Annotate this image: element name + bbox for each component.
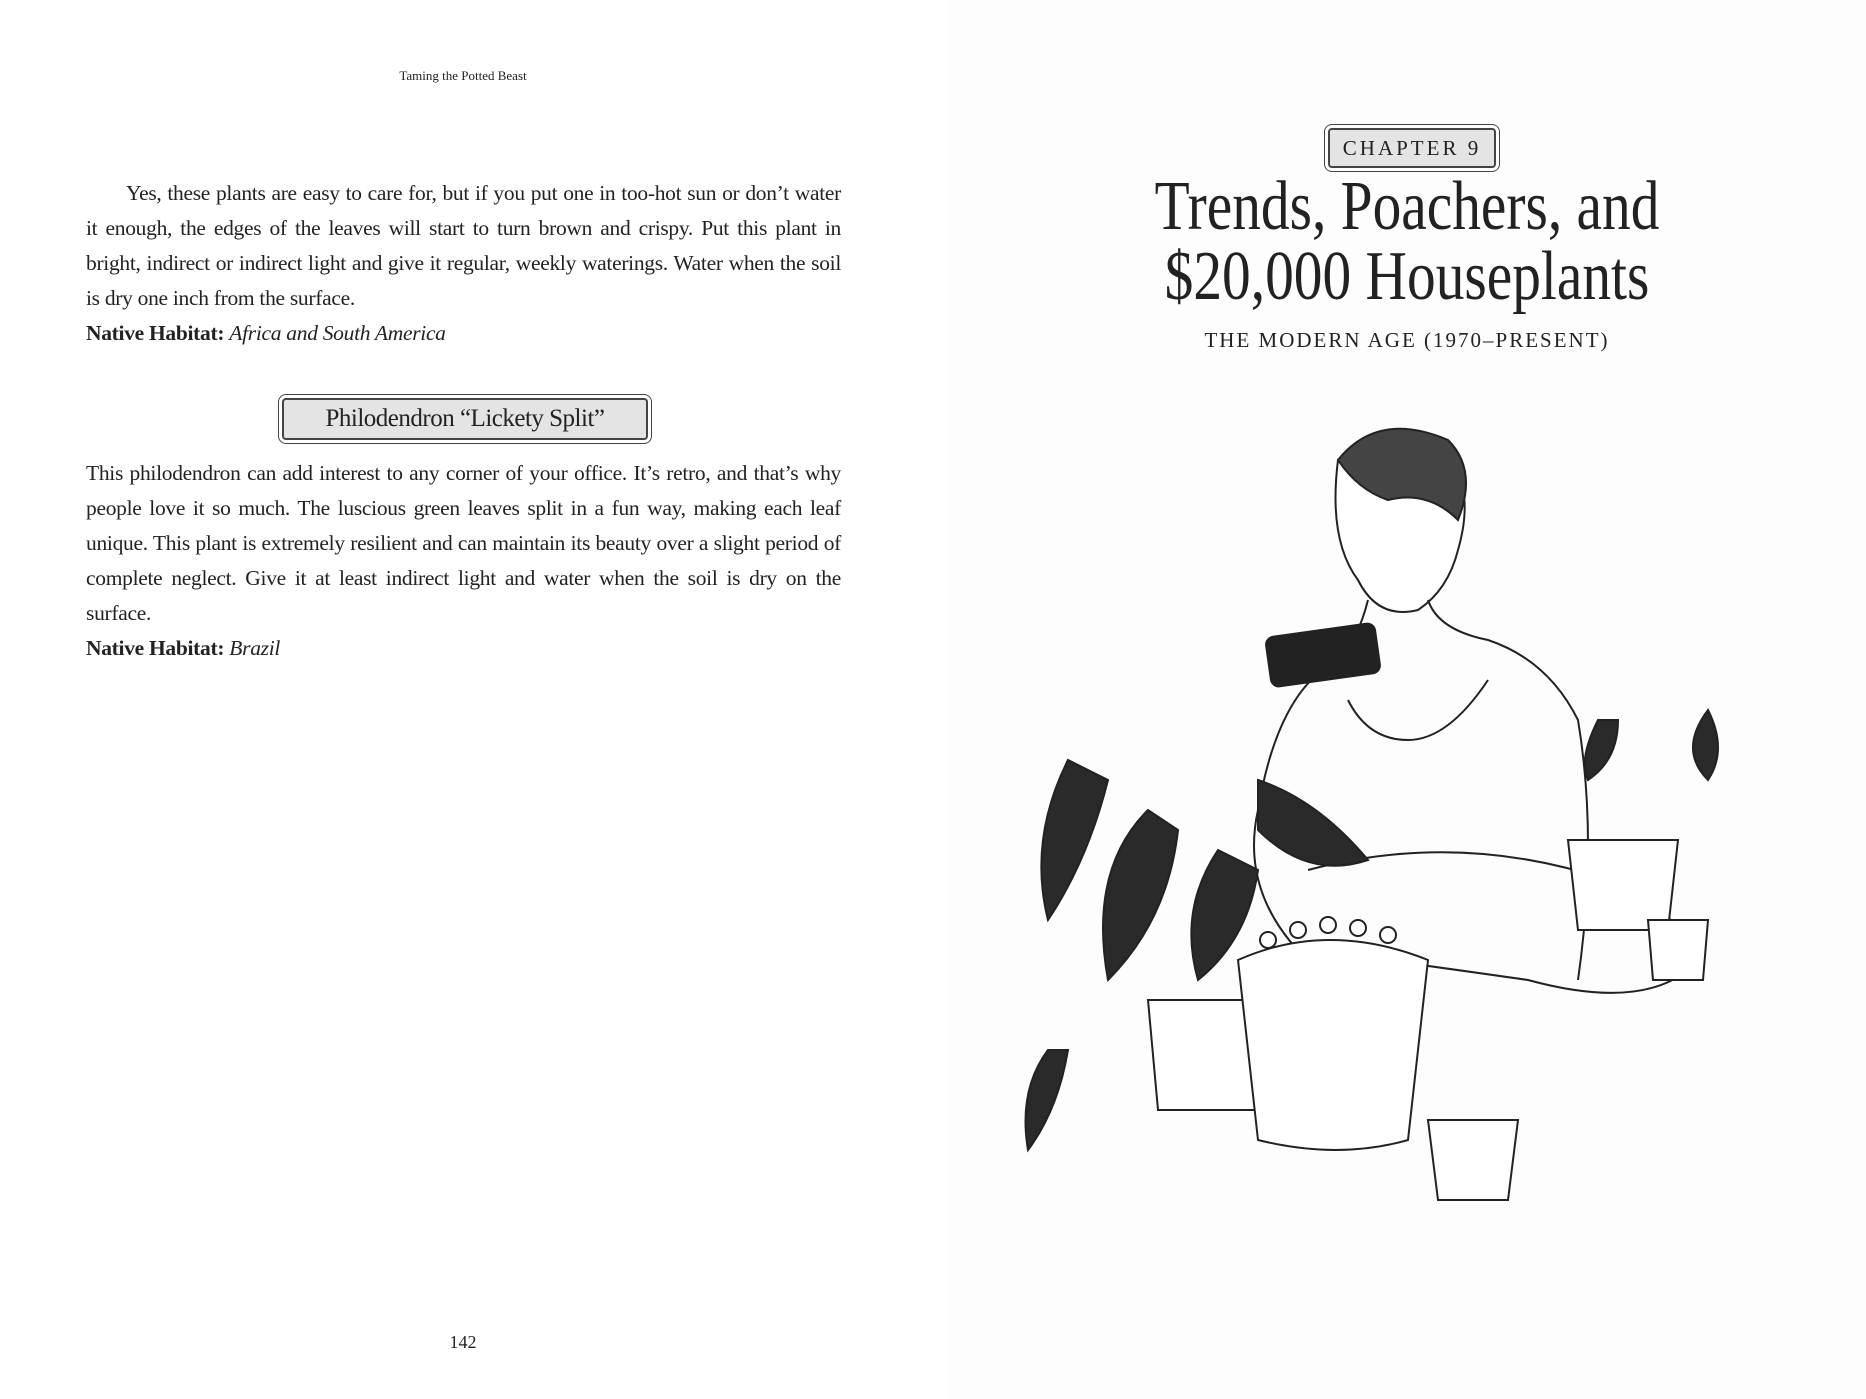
habitat-label: Native Habitat: [86,321,225,345]
section-text-1 [86,176,841,351]
running-head: Taming the Potted Beast [399,68,527,83]
habitat-value: Brazil [229,636,281,660]
native-habitat [86,316,841,351]
habitat-label: Native Habitat: [86,636,225,660]
section-text-2 [86,456,841,666]
chapter-title [1031,168,1784,315]
title-line: Trends, Poachers, and [1154,168,1660,245]
illustration-person-with-houseplants [1008,400,1808,1280]
plant-heading: Philodendron “Lickety Split” [282,398,648,440]
chapter-label: CHAPTER 9 [1328,128,1496,168]
paragraph: Yes, these plants are easy to care for, but if you put one in too-hot sun or don’t water it enough, the edges of the leaves will start to turn brown and crispy. Put this plant in bright, indirect or indirect light and give it regular, weekly waterings. Water when the soil is dry one inch from the surface. [86,181,841,310]
right-page [948,0,1866,1399]
title-line: $20,000 Houseplants [1164,238,1650,315]
page-number: 142 [449,1332,477,1352]
paragraph: This philodendron can add interest to any corner of your office. It’s retro, and that’s why people love it so much. The luscious green leaves split in a fun way, making each leaf unique. This plant is extremely resilient and can maintain its beauty over a slight period of complete neglect. Give it at least indirect light and water when the soil is dry on the surface. [86,461,841,625]
habitat-value: Africa and South America [229,321,446,345]
chapter-subtitle: THE MODERN AGE (1970–PRESENT) [1204,328,1610,352]
native-habitat [86,631,841,666]
